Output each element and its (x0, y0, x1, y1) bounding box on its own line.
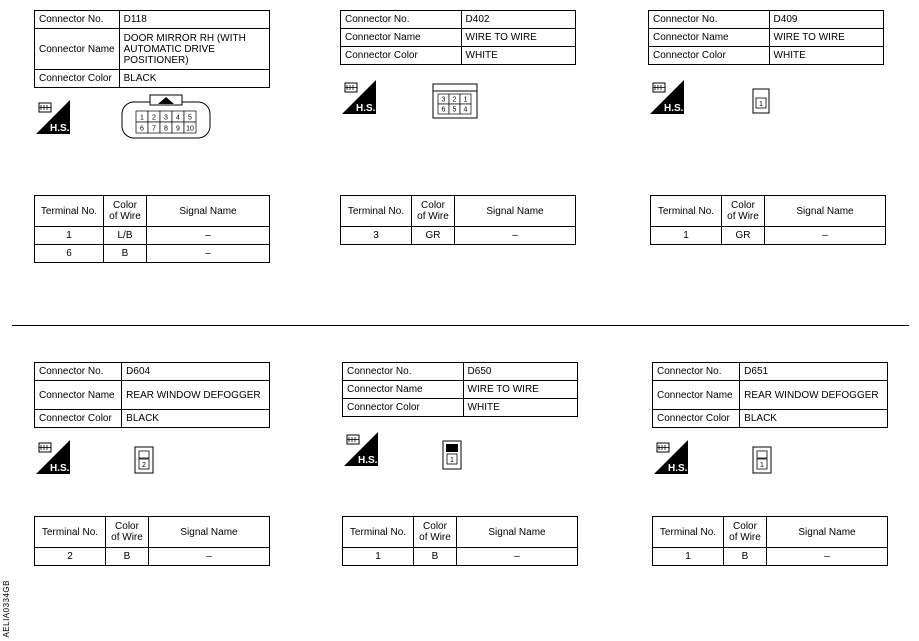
pin-label: 1 (760, 462, 764, 469)
wire-color-cell: B (104, 245, 147, 263)
label-connector-color: Connector Color (649, 47, 770, 65)
wire-color-cell: L/B (104, 227, 147, 245)
terminal-no-cell: 2 (35, 548, 106, 566)
connector-name: REAR WINDOW DEFOGGER (122, 381, 270, 410)
label-connector-name: Connector Name (649, 29, 770, 47)
connector-no: D118 (119, 11, 269, 29)
terminal-no-cell: 3 (341, 227, 412, 245)
connector-info-table (34, 362, 270, 428)
pin-label: 1 (450, 457, 454, 464)
connector-no: D409 (769, 11, 883, 29)
pin-label: 1 (759, 101, 763, 108)
wire-color-cell: GR (722, 227, 765, 245)
label-connector-name: Connector Name (35, 381, 122, 410)
pin-label: 3 (441, 96, 446, 104)
signal-name-cell: – (147, 245, 270, 263)
label-connector-color: Connector Color (343, 399, 464, 417)
connector-info-table (34, 10, 270, 88)
signal-name-cell: – (455, 227, 576, 245)
label-connector-no: Connector No. (35, 11, 120, 29)
hs-label: H.S. (664, 103, 684, 114)
label-connector-no: Connector No. (649, 11, 770, 29)
connector-color: WHITE (769, 47, 883, 65)
connector-info-table (652, 362, 888, 428)
label-connector-color: Connector Color (35, 410, 122, 428)
pin-label: 2 (142, 462, 146, 469)
pin-label: 8 (164, 125, 168, 133)
label-connector-no: Connector No. (341, 11, 462, 29)
label-connector-color: Connector Color (653, 410, 740, 428)
harness-side-icon (650, 80, 684, 114)
label-connector-color: Connector Color (341, 47, 462, 65)
hs-label: H.S. (356, 103, 376, 114)
label-connector-no: Connector No. (343, 363, 464, 381)
table-row (651, 227, 886, 245)
connector-face-icon (134, 446, 154, 474)
terminal-no-cell: 1 (651, 227, 722, 245)
pin-label: 4 (463, 106, 468, 114)
wire-color-cell: B (414, 548, 457, 566)
header-terminal-no: Terminal No. (35, 517, 106, 548)
table-row (35, 245, 270, 263)
pin-label: 9 (176, 125, 180, 133)
pin-label: 6 (441, 106, 446, 114)
terminal-table (340, 195, 576, 245)
table-row (653, 548, 888, 566)
terminal-table (650, 195, 886, 245)
connector-face-icon (120, 94, 212, 140)
connector-name: REAR WINDOW DEFOGGER (740, 381, 888, 410)
terminal-table (342, 516, 578, 566)
connector-color: WHITE (461, 47, 575, 65)
header-terminal-no: Terminal No. (651, 196, 722, 227)
figure-code: AELIA0334GB (2, 580, 11, 638)
pin-label: 10 (186, 125, 194, 133)
pin-label: 6 (140, 125, 144, 133)
label-connector-no: Connector No. (35, 363, 122, 381)
label-connector-name: Connector Name (343, 381, 464, 399)
connector-no: D650 (463, 363, 577, 381)
connector-color: BLACK (119, 70, 269, 88)
table-row (35, 548, 270, 566)
connector-color: WHITE (463, 399, 577, 417)
connector-no: D651 (740, 363, 888, 381)
header-terminal-no: Terminal No. (653, 517, 724, 548)
table-row (343, 548, 578, 566)
label-connector-no: Connector No. (653, 363, 740, 381)
connector-info-table (340, 10, 576, 65)
header-color-of-wire: Color of Wire (106, 517, 149, 548)
table-row (341, 227, 576, 245)
label-connector-color: Connector Color (35, 70, 120, 88)
hs-label: H.S. (50, 463, 70, 474)
header-signal-name: Signal Name (149, 517, 270, 548)
pin-label: 1 (463, 96, 468, 104)
header-signal-name: Signal Name (147, 196, 270, 227)
label-connector-name: Connector Name (341, 29, 462, 47)
signal-name-cell: – (149, 548, 270, 566)
pin-label: 5 (452, 106, 457, 114)
signal-name-cell: – (765, 227, 886, 245)
terminal-no-cell: 6 (35, 245, 104, 263)
hs-label: H.S. (668, 463, 688, 474)
signal-name-cell: – (767, 548, 888, 566)
terminal-no-cell: 1 (343, 548, 414, 566)
connector-info-table (648, 10, 884, 65)
wire-color-cell: B (106, 548, 149, 566)
connector-no: D402 (461, 11, 575, 29)
section-divider (12, 325, 909, 326)
harness-side-icon (344, 432, 378, 466)
pin-label: 7 (152, 125, 156, 133)
header-color-of-wire: Color of Wire (414, 517, 457, 548)
hs-label: H.S. (50, 123, 70, 134)
wire-color-cell: B (724, 548, 767, 566)
header-terminal-no: Terminal No. (343, 517, 414, 548)
terminal-no-cell: 1 (35, 227, 104, 245)
pin-label: 3 (164, 114, 168, 122)
connector-name: WIRE TO WIRE (769, 29, 883, 47)
pin-label: 2 (452, 96, 457, 104)
signal-name-cell: – (147, 227, 270, 245)
header-signal-name: Signal Name (765, 196, 886, 227)
terminal-table (34, 195, 270, 263)
terminal-table (34, 516, 270, 566)
connector-face-icon (752, 88, 770, 114)
header-color-of-wire: Color of Wire (724, 517, 767, 548)
connector-info-table (342, 362, 578, 417)
connector-color: BLACK (122, 410, 270, 428)
connector-face-icon (752, 446, 772, 474)
header-color-of-wire: Color of Wire (104, 196, 147, 227)
harness-side-icon (654, 440, 688, 474)
wire-color-cell: GR (412, 227, 455, 245)
connector-face-icon (442, 440, 462, 470)
header-color-of-wire: Color of Wire (412, 196, 455, 227)
pin-grid (136, 111, 196, 133)
signal-name-cell: – (457, 548, 578, 566)
header-signal-name: Signal Name (457, 517, 578, 548)
connector-name: DOOR MIRROR RH (WITH AUTOMATIC DRIVE POSITIONER) (119, 29, 269, 70)
terminal-no-cell: 1 (653, 548, 724, 566)
pin-label: 1 (140, 114, 144, 122)
header-terminal-no: Terminal No. (341, 196, 412, 227)
header-signal-name: Signal Name (455, 196, 576, 227)
header-terminal-no: Terminal No. (35, 196, 104, 227)
pin-label: 5 (188, 114, 192, 122)
harness-side-icon (342, 80, 376, 114)
table-row (35, 227, 270, 245)
pin-label: 2 (152, 114, 156, 122)
label-connector-name: Connector Name (653, 381, 740, 410)
connector-name: WIRE TO WIRE (461, 29, 575, 47)
harness-side-icon (36, 100, 70, 134)
terminal-table (652, 516, 888, 566)
connector-no: D604 (122, 363, 270, 381)
label-connector-name: Connector Name (35, 29, 120, 70)
header-signal-name: Signal Name (767, 517, 888, 548)
pin-label: 4 (176, 114, 180, 122)
connector-name: WIRE TO WIRE (463, 381, 577, 399)
header-color-of-wire: Color of Wire (722, 196, 765, 227)
pin-grid (438, 94, 471, 114)
harness-side-icon (36, 440, 70, 474)
connector-color: BLACK (740, 410, 888, 428)
hs-label: H.S. (358, 455, 378, 466)
connector-face-icon (432, 83, 478, 119)
